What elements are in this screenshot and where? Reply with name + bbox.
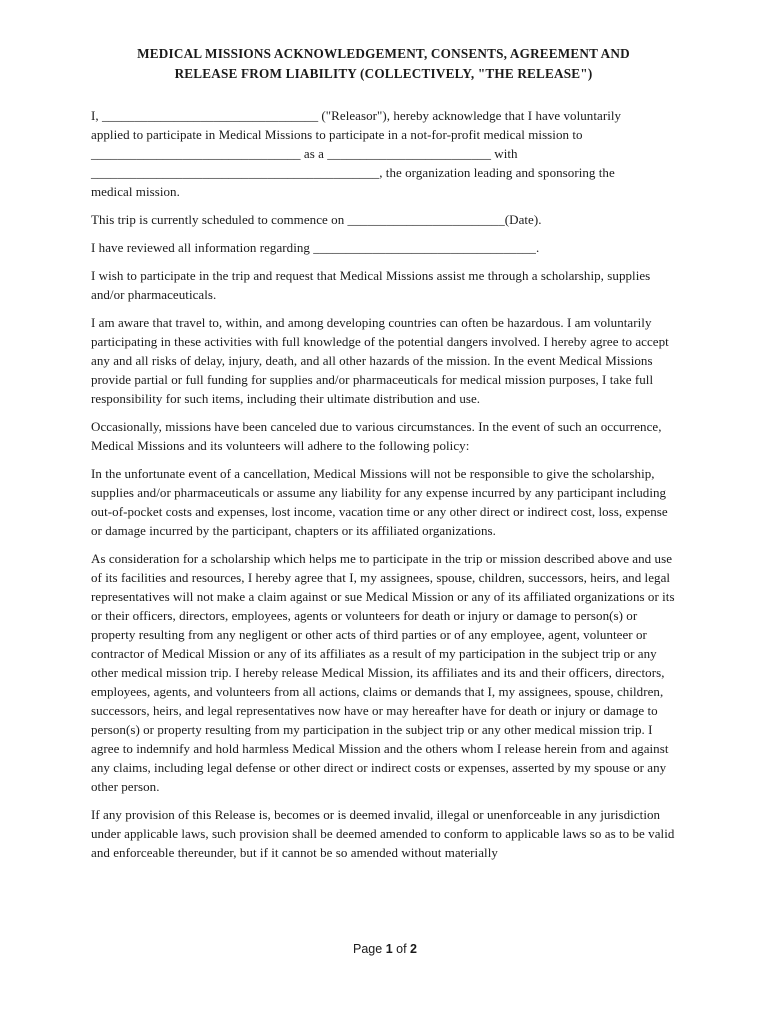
intro-line-1: I, _________________________________ ("Releasor"), hereby acknowledge that I have voluntarily (91, 108, 622, 123)
risk-awareness-paragraph: I am aware that travel to, within, and among developing countries can often be hazardous. I am voluntarily participating in these activities with full knowledge of the potential dangers involved. I hereby agree to accept any and all risks of delay, injury, death, and all other hazards of the mission. In the event Medical Missions provide partial or full funding for supplies and/or pharmaceuticals for medical mission purposes, I take full responsibility for such items, including their ultimate distribution and use. (91, 315, 669, 406)
intro-line-4: ____________________________________________, the organization leading and sponsoring the (91, 165, 615, 180)
title-line-2: RELEASE FROM LIABILITY (COLLECTIVELY, "THE RELEASE") (174, 66, 593, 81)
page-word: Page (353, 942, 383, 956)
page-of-word: of (396, 942, 407, 956)
intro-line-2: applied to participate in Medical Missions to participate in a not-for-profit medical mission to (91, 127, 583, 142)
schedule-paragraph: This trip is currently scheduled to commence on ________________________(Date). (91, 212, 542, 227)
cancellation-intro-paragraph: Occasionally, missions have been canceled due to various circumstances. In the event of such an occurrence, Medical Missions and its volunteers will adhere to the following policy: (91, 419, 662, 453)
page-total: 2 (410, 942, 417, 956)
wish-paragraph: I wish to participate in the trip and request that Medical Missions assist me through a scholarship, supplies and/or pharmaceuticals. (91, 268, 651, 302)
intro-line-5: medical mission. (91, 184, 180, 199)
severability-paragraph: If any provision of this Release is, becomes or is deemed invalid, illegal or unenforceable in any jurisdiction under applicable laws, such provision shall be deemed amended to conform to applicable laws so as to be valid and enforceable thereunder, but if it cannot be so amended without materially (91, 807, 675, 860)
document-title (91, 44, 676, 84)
intro-paragraph (91, 106, 676, 201)
title-line-1: MEDICAL MISSIONS ACKNOWLEDGEMENT, CONSENTS, AGREEMENT AND (137, 46, 630, 61)
reviewed-paragraph: I have reviewed all information regarding __________________________________. (91, 240, 540, 255)
document-page (91, 44, 676, 871)
release-consideration-paragraph: As consideration for a scholarship which helps me to participate in the trip or mission described above and use of its facilities and resources, I hereby agree that I, my assignees, spouse, children, successors, heirs, and legal representatives will not make a claim against or sue Medical Mission or any of its affiliated organizations or its or their officers, directors, employees, agents or volunteers for death or injury or damage to person(s) or property resulting from any negligent or other acts of third parties or of any employee, agent, volunteer or contractor of Medical Mission or any of its affiliates as a result of my participation in the subject trip or any other medical mission trip. I hereby release Medical Mission, its affiliates and its and their officers, directors, employees, agents, and volunteers from all actions, claims or demands that I, my assignees, spouse, children, successors, heirs, and legal representatives now have or may hereafter have for death or injury or damage to person(s) or property resulting from my participation in the subject trip or any other medical mission trip. I agree to indemnify and hold harmless Medical Mission and the others whom I release herein from and against any claims, including legal defense or other direct or indirect costs or expenses, asserted by my spouse or any other person. (91, 551, 675, 794)
page-current: 1 (385, 942, 393, 956)
intro-line-3: ________________________________ as a _________________________ with (91, 146, 518, 161)
page-footer (0, 942, 770, 956)
cancellation-policy-paragraph: In the unfortunate event of a cancellation, Medical Missions will not be responsible to give the scholarship, supplies and/or pharmaceuticals or assume any liability for any expense incurred by any participant including out-of-pocket costs and expenses, lost income, vacation time or any other direct or indirect cost, loss, expense or damage incurred by the participant, chapters or its affiliated organizations. (91, 466, 668, 538)
